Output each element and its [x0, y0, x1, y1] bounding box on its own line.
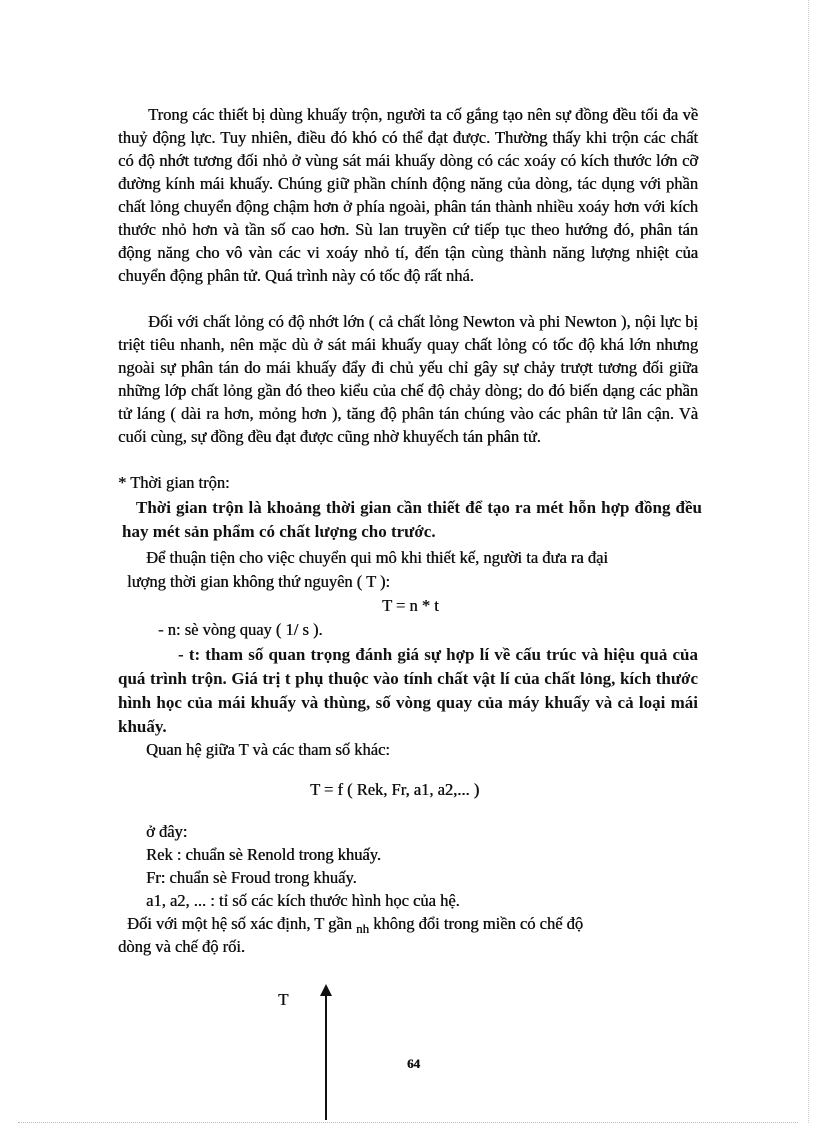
paragraph-constant-T-part2: dòng và chế độ rối.: [118, 937, 245, 956]
graph-axis-label: T: [278, 990, 289, 1009]
page-right-border: [808, 0, 809, 1123]
heading-mixing-time: * Thời gian trộn:: [118, 473, 230, 492]
paragraph-mixing-uniformity: Trong các thiết bị dùng khuấy trộn, người ta cố gắng tạo nên sự đồng đều tối đa về thuỷ động lực. Tuy nhiên, điều đó khó có thể đạt được. Thường thấy khi trộn các chất có độ nhớt tương đối nhỏ ở vùng sát mái khuấy dòng có các xoáy có kích thước lớn cỡ đường kính mái khuấy. Chúng giữ phần chính động năng của dòng, tác dụng với phần chất lỏng chuyển động chậm hơn ở phía ngoài, phân tán thành nhiều xoáy hơn với kích thước nhỏ hơn và tần số cao hơn. Sù lan truyền cứ tiếp tục theo hướng đó, phân tán động năng cho vô vàn các vi xoáy nhỏ tí, đến tận cùng thành năng lượng nhiệt của chuyển động phân tử. Quá trình này có tốc độ rất nhá.: [118, 105, 698, 285]
relation-heading: Quan hệ giữa T và các tham số khác:: [146, 740, 390, 759]
formula-T-equals-n-t: T = n * t: [382, 596, 439, 615]
paragraph-constant-T-part1: [127, 912, 583, 936]
constant-T-text-b: không đổi trong miền có chế độ: [373, 914, 584, 933]
paragraph-scale-up-line2: lượng thời gian không thứ nguyên ( T ):: [127, 572, 390, 591]
constant-T-text-small: nh: [356, 921, 370, 936]
definition-ai: a1, a2, ... : tỉ số các kích thước hình học của hệ.: [146, 891, 460, 910]
definition-fr: Fr: chuẩn sè Froud trong khuấy.: [146, 868, 357, 887]
graph-vertical-axis: [325, 992, 327, 1120]
where-label: ở đây:: [146, 822, 188, 841]
paragraph-scale-up-line1: Để thuận tiện cho việc chuyển qui mô khi thiết kế, người ta đưa ra đại: [146, 548, 608, 567]
definition-t: - t: tham số quan trọng đánh giá sự hợp lí về cấu trúc và hiệu quả của quá trình trộn. Giá trị t phụ thuộc vào tính chất vật lí của chất lỏng, kích thước hình học của mái khuấy và thùng, số vòng quay của máy khuấy và cả loại mái khuấy.: [118, 645, 698, 736]
definition-rek: Rek : chuẩn sè Renold trong khuấy.: [146, 845, 381, 864]
definition-mixing-time: Thời gian trộn là khoảng thời gian cần thiết để tạo ra mét hỗn hợp đồng đều hay mét sản phẩm có chất lượng cho trước.: [122, 498, 702, 541]
definition-n: - n: sè vòng quay ( 1/ s ).: [158, 620, 323, 639]
constant-T-text-a: Đối với một hệ số xác định, T gần: [127, 914, 352, 933]
paragraph-viscous-liquids: Đối với chất lỏng có độ nhớt lớn ( cả chất lỏng Newton và phi Newton ), nội lực bị triệt tiêu nhanh, nên mặc dù ở sát mái khuấy quay chất lỏng có tốc độ khá lớn nhưng ngoài sự phân tán do mái khuấy đẩy đi chủ yếu chỉ gây sự chảy trượt tương đối giữa những lớp chất lỏng gần đó theo kiểu của chế độ chảy dòng; do đó biến dạng các phần tử láng ( dài ra hơn, mỏng hơn ), tăng độ phân tán chúng vào các phân tử lân cận. Và cuối cùng, sự đồng đều đạt được cũng nhờ khuyếch tán phân tử.: [118, 312, 698, 446]
formula-T-function: T = f ( Rek, Fr, a1, a2,... ): [310, 780, 480, 799]
page-number: 64: [407, 1056, 420, 1071]
